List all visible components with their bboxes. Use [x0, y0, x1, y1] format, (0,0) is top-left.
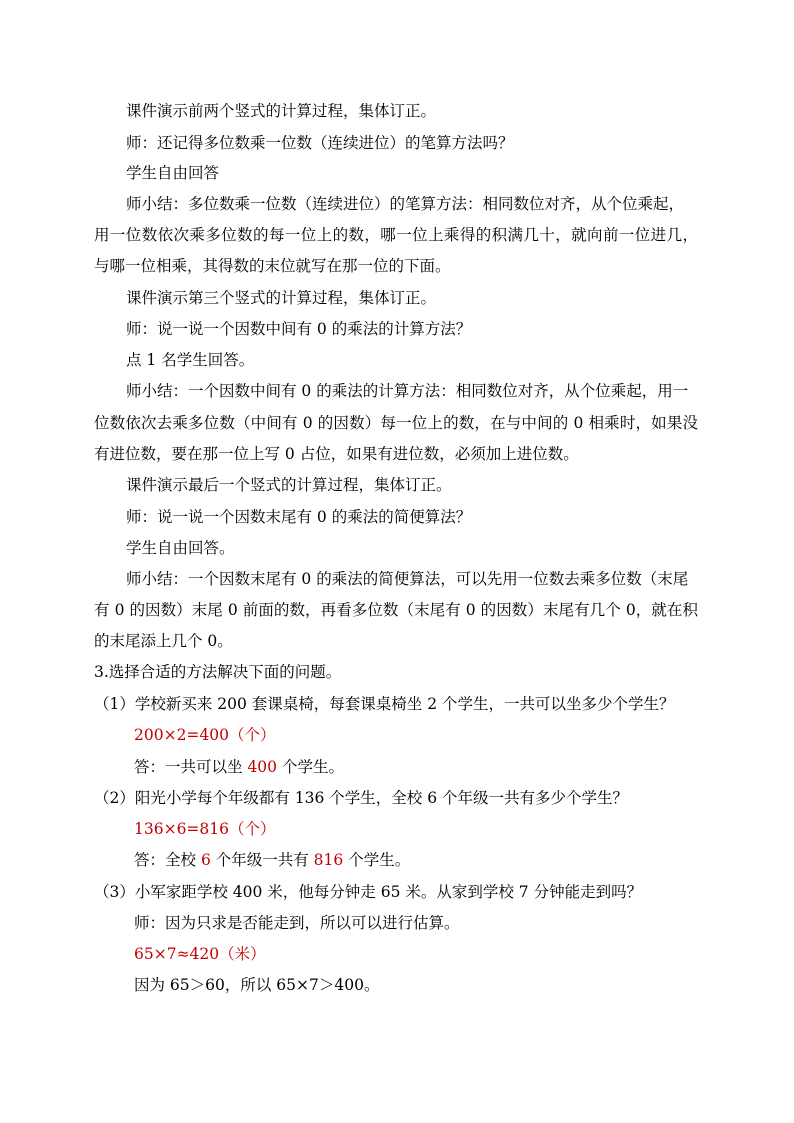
summary-1-line-3: 与哪一位相乘，其得数的末位就写在那一位的下面。 [94, 257, 451, 275]
question-3: （3）小军家距学校 400 米，他每分钟走 65 米。从家到学校 7 分钟能走到吗？ [94, 883, 643, 901]
question-1-calculation: 200×2=400（个） [134, 726, 276, 744]
paragraph-courseware-demo-1: 课件演示前两个竖式的计算过程，集体订正。 [126, 102, 437, 120]
question-2-answer-text: 答：全校 6 个年级一共有 816 个学生。 [134, 851, 411, 869]
summary-3-line-3: 的末尾添上几个 0。 [94, 632, 233, 650]
summary-3-line-1: 师小结：一个因数末尾有 0 的乘法的简便算法，可以先用一位数去乘多位数（末尾 [126, 570, 689, 588]
question-2-calculation: 136×6=816（个） [134, 820, 276, 838]
paragraph-teacher-question-2: 师：说一说一个因数中间有 0 的乘法的计算方法？ [126, 320, 472, 338]
paragraph-courseware-demo-3: 课件演示最后一个竖式的计算过程，集体订正。 [126, 476, 452, 494]
question-1-answer [134, 757, 344, 777]
paragraph-call-student: 点 1 名学生回答。 [126, 351, 255, 369]
question-2: （2）阳光小学每个年级都有 136 个学生，全校 6 个年级一共有多少个学生？ [94, 789, 629, 807]
question-1-answer-text: 答：一共可以坐 400 个学生。 [134, 758, 344, 776]
summary-2-line-1: 师小结：一个因数中间有 0 的乘法的计算方法：相同数位对齐，从个位乘起，用一 [126, 382, 689, 400]
summary-2-line-2: 位数依次去乘多位数（中间有 0 的因数）每一位上的数，在与中间的 0 相乘时，如果没 [94, 414, 698, 432]
summary-1-line-2: 用一位数依次乘多位数的每一位上的数，哪一位上乘得的积满几十，就向前一位进几， [94, 226, 698, 244]
question-1: （1）学校新买来 200 套课桌椅，每套课桌椅坐 2 个学生，一共可以坐多少个学生？ [94, 695, 675, 713]
question-3-teacher-note: 师：因为只求是否能走到，所以可以进行估算。 [134, 914, 460, 932]
section-3-heading: 3.选择合适的方法解决下面的问题。 [94, 663, 342, 681]
summary-2-line-3: 有进位数，要在那一位上写 0 占位，如果有进位数，必须加上进位数。 [94, 445, 579, 463]
paragraph-teacher-question-1: 师：还记得多位数乘一位数（连续进位）的笔算方法吗？ [126, 134, 514, 152]
summary-1-line-1: 师小结：多位数乘一位数（连续进位）的笔算方法：相同数位对齐，从个位乘起， [126, 195, 685, 213]
paragraph-student-answer-1: 学生自由回答 [126, 164, 220, 182]
paragraph-courseware-demo-2: 课件演示第三个竖式的计算过程，集体订正。 [126, 289, 437, 307]
question-2-answer [134, 850, 410, 870]
paragraph-student-answer-2: 学生自由回答。 [126, 539, 235, 557]
summary-3-line-2: 有 0 的因数）末尾 0 前面的数，再看多位数（末尾有 0 的因数）末尾有几个 0，就在积 [94, 601, 698, 619]
paragraph-teacher-question-3: 师：说一说一个因数末尾有 0 的乘法的简便算法？ [126, 508, 472, 526]
question-3-because: 因为 65＞60，所以 65×7＞400。 [134, 976, 380, 994]
question-3-estimate: 65×7≈420（米） [134, 945, 266, 963]
